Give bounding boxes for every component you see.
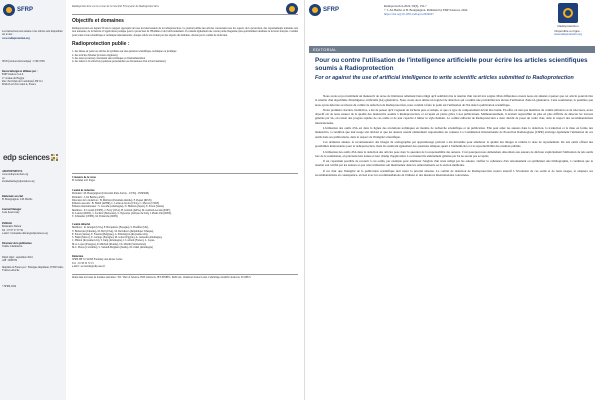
redaction-line[interactable]: e-mail : secretariat@sfrp.asso.fr: [72, 264, 106, 268]
sfrp-logo: [309, 4, 339, 16]
creators-line: H. Jammet et P. Pages: [72, 179, 95, 183]
publicity-line: Tel : 07 87 57 07 59: [2, 228, 23, 232]
body-paragraph: Ces dernières années, la reconnaissance des images de scénographie par apprentissage profond a été introduite pour améliorer la qualité des images et réduire la dose de rayonnement. De tels outils offrent des possibilités intéressantes pour la radioprotection, mais ils soulèvent également des questions éthiques quant à l'authenticité et à la reproductibilité des résultats publiés.: [315, 139, 593, 149]
body-paragraph: L'utilisation des outils d'IA dans la rédaction des articles pose donc la question de la responsabilité des auteurs. C'est pourquoi nous demandons désormais aux auteurs de déclarer explicitement l'utilisation de tels outils lors de la soumission, en précisant leur nature et leur champ d'application. Les manuscrits entièrement générés par IA ne seront pas acceptés.: [315, 149, 593, 158]
body-paragraph: Il est cependant possible de recourir à ces outils, par exemple pour améliorer l'anglais d'un texte rédigé par les auteurs, vérifier la cohérence d'un raisonnement ou synthétiser une bibliographie, à condition que le résultat soit vérifié par les auteurs et que cette utilisation soit mentionnée dans les remerciements ou la section méthodes.: [315, 159, 593, 168]
sidebar-instructions-block: [2, 30, 64, 40]
right-page: [304, 0, 600, 400]
editorial-board-line: C. Hinton (Royaume-Uni), T. Jung (Allemagne), J. Lochard (France), L. Lopez,: [72, 239, 155, 243]
committee-line: Président : M. Bourguignon (Université Paris-Saclay - UVSQ - INSERM): [72, 192, 149, 196]
sfrp-logo-icon: [3, 4, 15, 16]
sidebar-url[interactable]: www.radioprotection.org: [2, 36, 30, 40]
committee-block: [72, 189, 298, 219]
sfrp-logo: [3, 4, 33, 16]
article-body: [315, 94, 593, 178]
print-line: Imprimé en France par : Fabrègue imprimeur, 87500 Saint-Yrieix-la-Perche: [2, 266, 64, 273]
section-label: EDITORIAL: [313, 47, 337, 52]
edp-sciences-text: edp sciences: [3, 153, 50, 162]
divider: [72, 173, 298, 174]
copyright-text: ©SFRP, 2024: [2, 285, 17, 288]
body-paragraph: L'utilisation des outils d'IA est dans la lignée des évolutions techniques en matière de recherche scientifique et de publication. Elle peut aider les auteurs dans la rédaction, la traduction et la mise en forme des manuscrits, à condition que leur usage soit déclaré et que les auteurs restent entièrement responsables du contenu. La Commission Internationale de Protection Radiologique (CIPR) envisage également l'utilisation de ces outils dans ses publications, dans le respect de l'intégrité scientifique.: [315, 126, 593, 139]
publications-item: 3. des notes (courtes) concernant une technique ou l'instrumentation: [72, 57, 146, 61]
host-title: Revue hébergée et diffusée par :: [2, 70, 38, 73]
editorial-board-line: S. Fakhr (Maroc), E. Gallego (Espagne), M. Gaber (Egypte), A. Giussani (Allemagne),: [72, 236, 163, 240]
editors-line: B. Bourguignon, J.M. Bertho: [2, 198, 33, 202]
journal-badge-sub: Disponible en ligne :: [554, 29, 582, 33]
director-block: [2, 242, 64, 249]
redaction-line: SFRP, BP 72, 92263 Fontenay-aux-Roses Cedex: [72, 258, 123, 262]
subscriptions-line: ou: [2, 176, 5, 180]
committee-line: Editeurs associés : B. Habib (APHP), L. Lebaron-Jacobs (CEA), C. Mercat (CNRS): [72, 202, 160, 206]
section-bar: [309, 46, 595, 53]
committee-line: T. Schneider (CEPN), M. Tirmarche (IRSN): [72, 215, 118, 219]
article-subtitle: For or against the use of artificial intelligence to write scientific articles submitted to Radioprotection: [315, 75, 574, 81]
print-block: [2, 266, 64, 273]
host-block: [2, 70, 64, 86]
indexing-text: Index dans les bases de données suivantes : ISI / Web of Science, INIS Abstracts, IET INSPEC, PASCAL, Chemical abstracts and, Cambridge scientific abstracts, SCOPUS: [72, 276, 251, 279]
journal-badge-url[interactable]: www.radioprotection.org: [554, 33, 582, 36]
publications-title: Radioprotection publie :: [72, 41, 130, 48]
editorial-board-line: V. Berkovski (Ukraine), M. Boll (USA), M. Davidkova (République Tchèque),: [72, 229, 154, 233]
editorial-board-title: Comité éditorial: [72, 223, 91, 226]
journal-badge: [542, 3, 594, 36]
divider: [72, 274, 298, 275]
subscriptions-block: [2, 170, 64, 183]
editorial-board-line: E. Eaton (Suisse), F. Fournet (Belgique), G. Etherington (Royaume-Uni),: [72, 232, 149, 236]
objectives-paragraph: Radioprotection est depuis 50 ans le support approprié de tous les intervenants de la radioprotection. Ce journal publie des articles concernant tous les aspects de la protection, des rayonnements ionisants aux non ionisants, de la théorie à l'application pratique pour la protection de l'Homme et de l'environnement. Il contient également une courte partie magazine plus spécialement destinée au lectorat français. Comme pour toute revue scientifique et technique internationale, chaque article est évalué par des experts du domaine, choisis par le comité de rédaction.: [72, 27, 298, 37]
manager-title: Journal Manager: [2, 208, 22, 211]
citation-line: Radioprotection 2024, 59(3), 152-?: [384, 4, 427, 8]
committee-line: Président : J.-M. Bertho (ASN): [72, 195, 105, 199]
manager-line: Lena Kourovsky: [2, 211, 20, 215]
article-title: Pour ou contre l'utilisation de l'intelligence artificielle pour écrire les articles scientifiques soumis à Radioprotection: [315, 57, 588, 72]
publicity-line[interactable]: e-mail : bernadette.dufour@edpsciences.org: [2, 231, 48, 235]
journal-badge-title: Radioprotection: [557, 24, 579, 28]
deposit-block: [2, 256, 64, 263]
publications-list: [72, 50, 298, 64]
host-line: Parc d'activités de Courtabœuf, BP 112: [2, 79, 43, 83]
editorial-board-line: M.C. Plazas (Colombie), S. Sundell-Bergman (Suède), M. Zankl (Allemagne): [72, 246, 153, 250]
objectives-section: [72, 14, 298, 64]
editors-title: Rédacteurs en chef: [2, 195, 24, 198]
committee-line: D. Laurier (IRSN), J. Lochard (Honoraire), S. Ngwenya (Afrique du Sud), I. Pham-Van (IRSN),: [72, 212, 172, 216]
committee-title: Comité de rédaction: [72, 189, 95, 192]
director-title: Directeur de la publication: [2, 242, 32, 245]
host-line: 91944 Les Ulis Cedex A, France: [2, 83, 36, 87]
redaction-title: Rédaction: [72, 255, 84, 258]
body-paragraph: Nous avons reçu récemment un manuscrit de revue de littérature tellement bien rédigé qu'il semblait être le résultat d'un travail très soigné. Mais différentes erreurs nous ont amenés à penser que cet article pourrait être le résultat d'un algorithme d'intelligence artificielle (IA) générative. Nous avons alors utilisé un logiciel de détection qui a estimé une probabilité très élevée d'utilisation d'une IA générative. Cette soumission, la première que nous ayons détectée au niveau du comité de rédaction de Radioprotection, nous conduit à faire le point sur l'utilisation de l'IA dans la publication scientifique.: [315, 94, 593, 107]
edp-dots-icon: [51, 154, 58, 161]
journal-header: Radioprotection est la revue de la Société Française de Radioprotection.: [72, 4, 160, 8]
deposit-line: Dépôt légal : septembre 2024: [2, 256, 33, 259]
objectives-title: Objectifs et domaines: [72, 18, 124, 24]
sidebar-instructions: Les instructions aux auteurs et les articles sont disponibles sur le site :: [2, 30, 63, 37]
editorial-board-block: [72, 223, 298, 249]
host-line: EDP Sciences S.A.S.: [2, 73, 24, 77]
host-line: 17 avenue du Hoggar: [2, 76, 25, 80]
sfrp-logo-text: SFRP: [323, 7, 340, 13]
deposit-line: AIP : 0000782: [2, 259, 18, 263]
publicity-block: [2, 222, 64, 235]
redaction-block: [72, 255, 298, 268]
publicity-title: Publicité: [2, 222, 12, 225]
creators-block: [72, 176, 298, 183]
sidebar: [0, 0, 66, 400]
doi-link[interactable]: https://doi.org/10.1051/radiopro/2024027: [384, 11, 434, 16]
editors-block: [2, 195, 64, 202]
sfrp-logo-icon: [309, 4, 321, 16]
committee-line: Éditeurs internationaux : S. Groothe (Allemagne), N. Hamada (Japon), E. Eaton (Suisse): [72, 205, 165, 209]
edp-sciences-logo: [3, 153, 58, 162]
body-paragraph: Il est clair que l'intégrité de la publication scientifique doit rester la priorité absolue. Le comité de rédaction de Radioprotection restera attentif à l'évolution de ces outils et de leurs usages, et adaptera ses recommandations en conséquence, en lien avec les recommandations de l'éditeur et des instances internationales concernées.: [315, 168, 593, 178]
sfrp-logo-text: SFRP: [17, 7, 34, 13]
publications-item: 4. des lettres à la rédaction (opinions personnelles ou discussions d'un travail antérieur): [72, 60, 166, 64]
issn-text: ISSN (version électronique) : 1769-700X: [2, 60, 45, 63]
citation-line: © J.-M. Bertho et B. Bourguignon. Published by EDP Sciences, 2024: [384, 7, 468, 12]
subscriptions-title: ABONNEMENTS: [2, 170, 23, 173]
editorial-board-line: M.A. Lopez (Espagne), P. Mitchell (Irlande), Ch. Murith (Switzerland),: [72, 242, 147, 246]
publications-item: 2. des articles d'études (travaux originaux): [72, 53, 118, 57]
creators-title: Créateurs de la revue: [72, 176, 96, 179]
publicity-line: Bernadette Dufour: [2, 225, 22, 229]
subscriptions-line[interactable]: www.radioprotection.org: [2, 173, 29, 177]
editorial-board-line: Membres : R. Abergel (USA), F. Barquinero (Espagne), S. Bouffler (UK),: [72, 226, 149, 230]
director-line: Valérie Chambertin: [2, 245, 23, 249]
committee-line: Membres : P. Crouail (CEPN), J. Ferry (CEA), H. Gallard (AIEA), M. Gaillard-Lecanu (EDF),: [72, 208, 171, 212]
body-paragraph: Notre première réaction, instinctive, a été de penser qu'il s'agissait de tricherie pure et simple, et que ce type de comportement devait être banni. En effet, en tant que membres du comité éditorial ou de relecteurs, notre objectif est de nous assurer de la qualité des manuscrits soumis à Radioprotection, et acceptés en partie grâce à nos publications. Malheureusement, il devient aujourd'hui de plus en plus difficile de détecter les travaux générés par IA, en raison des progrès rapides de ces outils et de leur capacité à imiter le style humain. Le comité éditorial de Radioprotection a donc décidé de poser un cadre clair, dans le respect des recommandations internationales.: [315, 107, 593, 125]
publications-item: 1. des mises au point ou articles de synthèse sur une question scientifique, technique ou juridique: [72, 50, 177, 54]
subscriptions-line[interactable]: abonnements@edpsciences.org: [2, 179, 35, 183]
citation-block: [384, 5, 467, 16]
committee-line: Directeur de la rédaction : H. Métivier (Président émérite), F. Paquet (IRSN): [72, 198, 152, 202]
journal-cover-icon: [558, 3, 578, 23]
redaction-line: Tél. : 01 58 35 72 15: [72, 261, 94, 265]
manager-block: [2, 208, 64, 215]
